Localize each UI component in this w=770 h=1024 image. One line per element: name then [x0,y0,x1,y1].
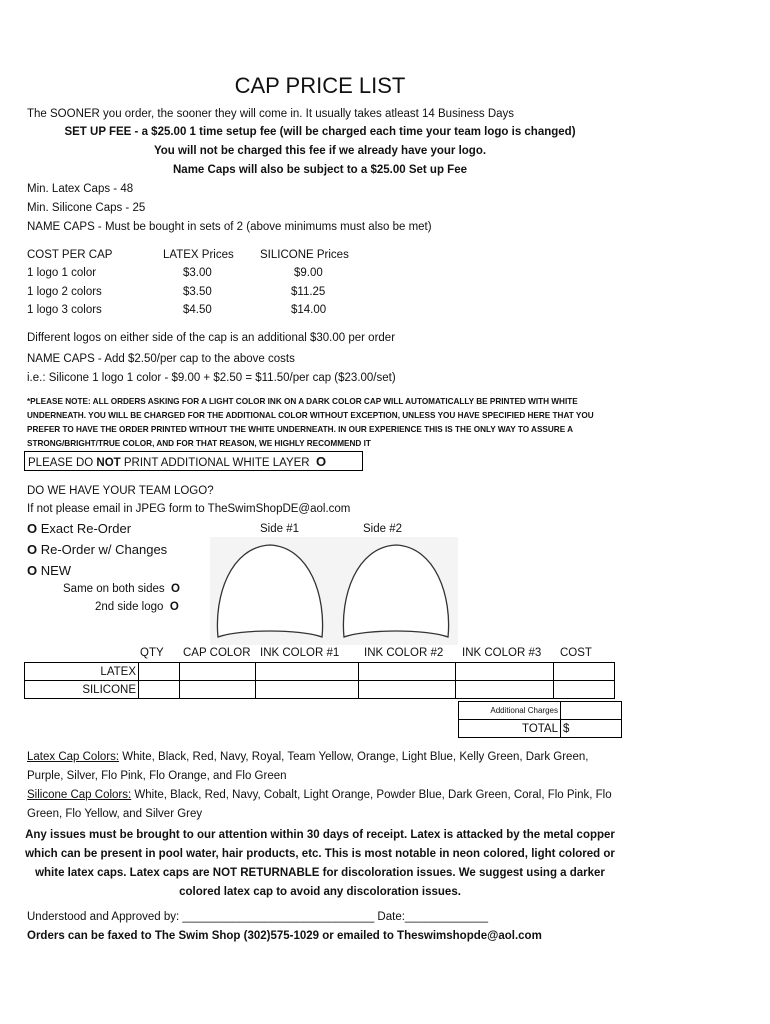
cost-cell[interactable] [554,663,615,681]
pricing-row-latex: $3.50 [183,286,212,298]
qty-cell[interactable] [139,663,180,681]
table-row [25,681,615,699]
diff-logos-note: Different logos on either side of the cap is an additional $30.00 per order [27,332,396,344]
qty-cell[interactable] [139,681,180,699]
table-row [25,663,615,681]
white-layer-box[interactable] [24,451,363,471]
pricing-row-label: 1 logo 2 colors [27,286,102,298]
additional-charges-cell[interactable] [561,702,622,720]
cost-cell[interactable] [554,681,615,699]
ink1-cell[interactable] [256,681,359,699]
order-header-cost: COST [560,647,592,659]
second-logo-option[interactable]: 2nd side logo O [95,601,179,613]
radio-mark[interactable]: O [27,542,38,557]
ink2-cell[interactable] [359,663,456,681]
cap-color-cell[interactable] [180,681,256,699]
approval-line[interactable]: Understood and Approved by: ______________________________ Date:_____________ [27,911,489,923]
option-new[interactable]: O NEW [27,563,72,578]
logo-email: If not please email in JPEG form to TheSwimShopDE@aol.com [27,503,351,515]
white-layer-radio[interactable]: O [316,454,327,469]
table-row [459,720,622,738]
pricing-header-cost: COST PER CAP [27,249,113,261]
row-label-silicone: SILICONE [25,681,139,699]
issues-note: Any issues must be brought to our attention within 30 days of receipt. Latex is attacked by the metal copper which can be present in pool water, hair products, etc. This is most notable in neon colored, light colored or white latex caps. Latex caps are NOT RETURNABLE for discoloration issues. We suggest using a darker colored latex cap to avoid any discoloration issues. [25,829,615,898]
pricing-row-silicone: $14.00 [291,304,327,316]
pricing-row-latex: $4.50 [183,304,212,316]
ink1-cell[interactable] [256,663,359,681]
order-header-qty: QTY [140,647,164,659]
table-row [459,702,622,720]
please-note: *PLEASE NOTE: ALL ORDERS ASKING FOR A LIGHT COLOR INK ON A DARK COLOR CAP WILL AUTOMATICALLY BE PRINTED WITH WHITE UNDERNEATH. YOU WILL BE CHARGED FOR THE ADDITIONAL COLOR WITHOUT EXCEPTION, UNLESS YOU HAVE SPECIFIED HERE THAT YOU PREFER TO HAVE THE ORDER PRINTED WITHOUT THE WHITE UNDERNEATH. IN OUR EXPERIENCE THIS IS THE ONLY WAY TO ASSURE A STRONG/BRIGHT/TRUE COLOR, AND FOR THAT REASON, WE HIGHLY RECOMMEND IT [27,397,594,448]
pricing-row-latex: $3.00 [183,267,212,279]
min-silicone: Min. Silicone Caps - 25 [27,202,146,214]
pricing-row-silicone: $9.00 [294,267,323,279]
option-reorder-changes[interactable]: O Re-Order w/ Changes [27,542,168,557]
radio-mark[interactable]: O [27,563,38,578]
order-header-ink2: INK COLOR #2 [364,647,444,659]
pricing-header-silicone: SILICONE Prices [260,249,349,261]
side1-label: Side #1 [260,523,300,535]
total-cell[interactable]: $ [561,720,622,738]
no-fee-note: You will not be charged this fee if we already have your logo. [153,145,487,157]
order-header-cap-color: CAP COLOR [183,647,251,659]
total-label: TOTAL [459,720,561,738]
option-exact-reorder[interactable]: O Exact Re-Order [27,521,132,536]
intro-text: The SOONER you order, the sooner they will come in. It usually takes atleast 14 Business Days [27,108,515,120]
radio-mark[interactable]: O [27,521,38,536]
additional-charges-label: Additional Charges [459,702,561,720]
totals-table [458,701,622,738]
name-caps-add: NAME CAPS - Add $2.50/per cap to the above costs [27,353,295,365]
order-header-ink1: INK COLOR #1 [260,647,340,659]
name-caps-sets: NAME CAPS - Must be bought in sets of 2 (above minimums must also be met) [27,221,432,233]
ink2-cell[interactable] [359,681,456,699]
pricing-row-silicone: $11.25 [291,286,326,298]
order-table [24,662,615,699]
ink3-cell[interactable] [456,663,554,681]
logo-question: DO WE HAVE YOUR TEAM LOGO? [27,485,214,497]
ink3-cell[interactable] [456,681,554,699]
name-caps-fee: Name Caps will also be subject to a $25.00 Set up Fee [173,164,467,176]
fax-info: Orders can be faxed to The Swim Shop (302)575-1029 or emailed to Theswimshopde@aol.com [27,930,542,942]
setup-fee: SET UP FEE - a $25.00 1 time setup fee (will be charged each time your team logo is changed) [64,126,576,138]
side2-label: Side #2 [363,523,403,535]
radio-mark[interactable]: O [171,583,180,595]
page-title: CAP PRICE LIST [234,73,406,98]
latex-colors: Latex Cap Colors: White, Black, Red, Navy, Royal, Team Yellow, Orange, Light Blue, Kelly Green, Dark Green, Purple, Silver, Flo Pink, Flo Orange, and Flo Green [27,751,589,782]
cap-diagrams [210,537,460,645]
example-calc: i.e.: Silicone 1 logo 1 color - $9.00 + $2.50 = $11.50/per cap ($23.00/set) [27,372,396,384]
silicone-colors: Silicone Cap Colors: White, Black, Red, Navy, Cobalt, Light Orange, Powder Blue, Dark Green, Coral, Flo Pink, Flo Green, Flo Yellow, and Silver Grey [27,789,612,820]
white-layer-label: PLEASE DO NOT PRINT ADDITIONAL WHITE LAYER O [28,454,327,469]
pricing-header-latex: LATEX Prices [163,249,234,261]
order-header-ink3: INK COLOR #3 [462,647,542,659]
row-label-latex: LATEX [25,663,139,681]
cap-color-cell[interactable] [180,663,256,681]
pricing-row-label: 1 logo 3 colors [27,304,102,316]
radio-mark[interactable]: O [169,601,179,613]
min-latex: Min. Latex Caps - 48 [27,183,134,195]
pricing-row-label: 1 logo 1 color [27,267,97,279]
same-sides-option[interactable]: Same on both sides O [63,583,180,595]
